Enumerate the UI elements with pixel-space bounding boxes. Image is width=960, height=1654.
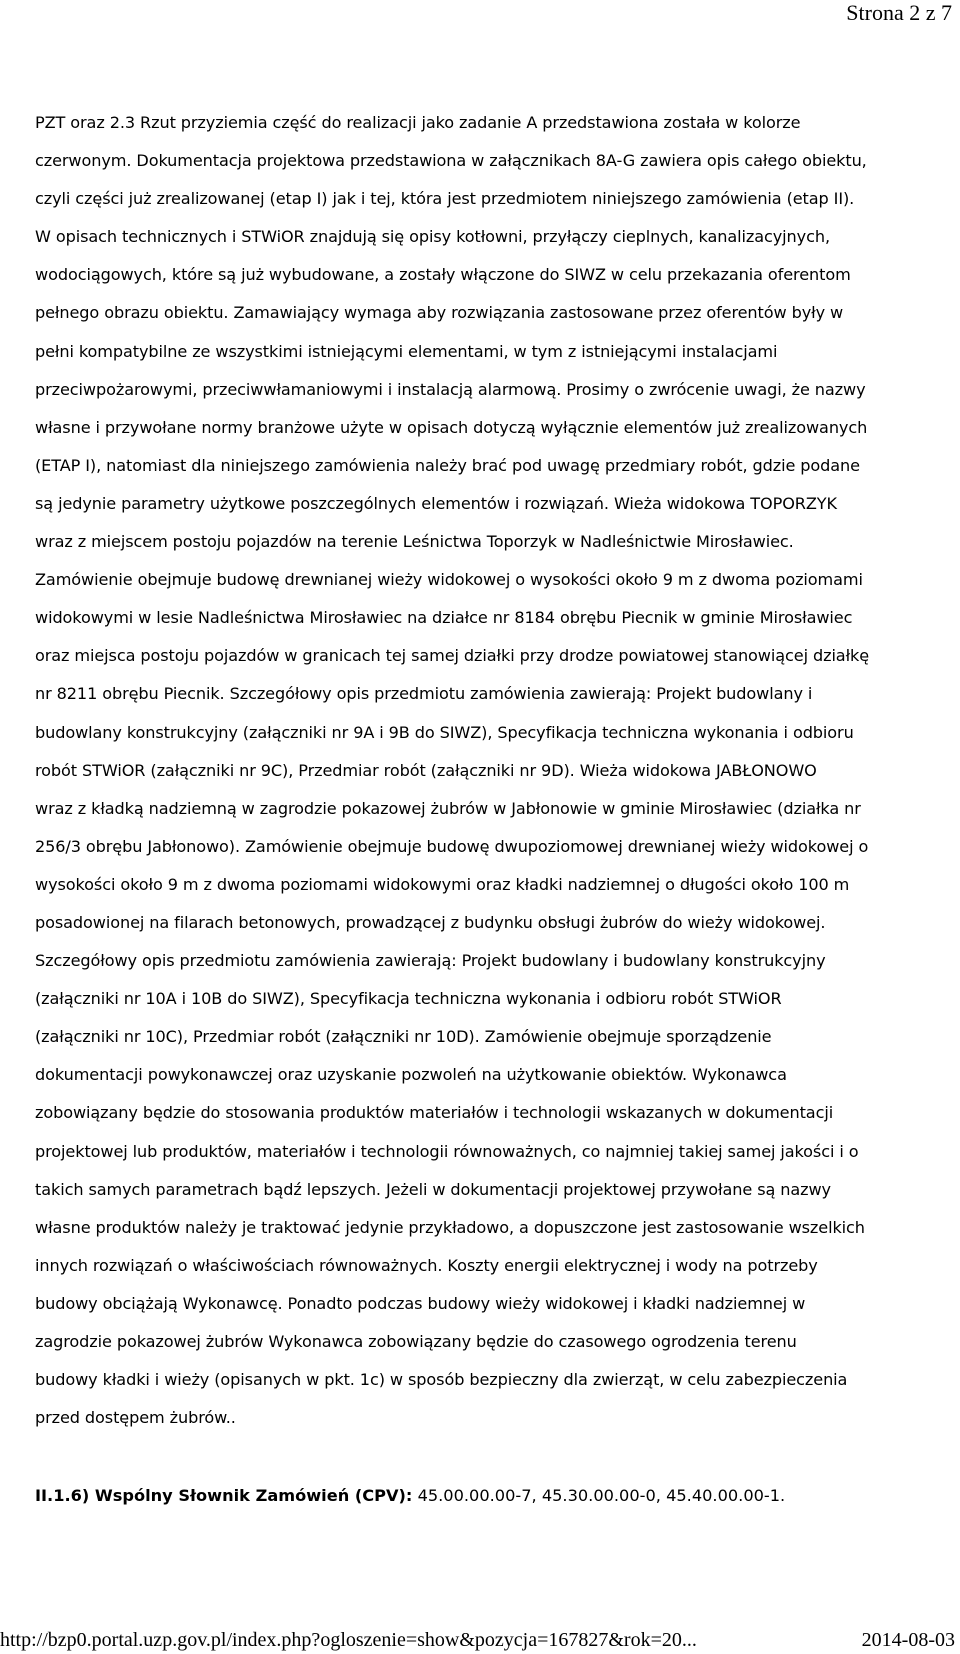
body-line: przeciwpożarowymi, przeciwwłamaniowymi i instalacją alarmową. Prosimy o zwrócenie uwagi, że nazwy [35,379,866,399]
body-line: zobowiązany będzie do stosowania produktów materiałów i technologii wskazanych w dokumentacji [35,1103,834,1123]
body-line: czerwonym. Dokumentacja projektowa przedstawiona w załącznikach 8A-G zawiera opis całego obiektu, [35,151,867,171]
body-line: budowy kładki i wieży (opisanych w pkt. 1c) w sposób bezpieczny dla zwierząt, w celu zabezpieczenia [35,1370,848,1390]
cpv-codes: 45.00.00.00-7, 45.30.00.00-0, 45.40.00.00-1. [412,1486,786,1505]
body-line: projektowej lub produktów, materiałów i technologii równoważnych, co najmniej takiej samej jakości i o [35,1141,859,1161]
body-line: W opisach technicznych i STWiOR znajdują się opisy kotłowni, przyłączy cieplnych, kanalizacyjnych, [35,227,830,247]
body-line: własne produktów należy je traktować jedynie przykładowo, a dopuszczone jest zastosowanie wszelkich [35,1217,865,1237]
body-line: Zamówienie obejmuje budowę drewnianej wieży widokowej o wysokości około 9 m z dwoma poziomami [35,570,863,590]
footer-url: http://bzp0.portal.uzp.gov.pl/index.php?ogloszenie=show&pozycja=167827&rok=20... [0,1629,697,1651]
body-line: takich samych parametrach bądź lepszych. Jeżeli w dokumentacji projektowej przywołane są nazwy [35,1179,831,1199]
body-line: PZT oraz 2.3 Rzut przyziemia część do realizacji jako zadanie A przedstawiona została w kolorze [35,113,801,132]
body-line: czyli części już zrealizowanej (etap I) jak i tej, która jest przedmiotem niniejszego zamówienia (etap II). [35,189,855,209]
body-line: 256/3 obrębu Jabłonowo). Zamówienie obejmuje budowę dwupoziomowej drewnianej wieży widokowej o [35,836,869,856]
body-line: są jedynie parametry użytkowe poszczególnych elementów i rozwiązań. Wieża widokowa TOPORZYK [35,493,838,513]
body-line: zagrodzie pokazowej żubrów Wykonawca zobowiązany będzie do czasowego ogrodzenia terenu [35,1332,797,1351]
body-text [35,104,955,1437]
body-line: nr 8211 obrębu Piecnik. Szczegółowy opis przedmiotu zamówienia zawierają: Projekt budowlany i [35,684,813,704]
body-line: innych rozwiązań o właściwościach równoważnych. Koszty energii elektrycznej i wody na potrzeby [35,1255,818,1275]
body-line: robót STWiOR (załączniki nr 9C), Przedmiar robót (załączniki nr 9D). Wieża widokowa JABŁONOWO [35,760,817,780]
body-line: budowlany konstrukcyjny (załączniki nr 9A i 9B do SIWZ), Specyfikacja techniczna wykonania i odbioru [35,722,854,742]
cpv-label: II.1.6) Wspólny Słownik Zamówień (CPV): [35,1486,413,1505]
body-line: pełni kompatybilne ze wszystkimi istniejącymi elementami, w tym z istniejącymi instalacjami [35,341,778,361]
body-line: (załączniki nr 10A i 10B do SIWZ), Specyfikacja techniczna wykonania i odbioru robót STWiOR [35,989,782,1009]
body-line: wraz z kładką nadziemną w zagrodzie pokazowej żubrów w Jabłonowie w gminie Mirosławiec (działka nr [35,798,861,818]
body-line: wysokości około 9 m z dwoma poziomami widokowymi oraz kładki nadziemnej o długości około 100 m [35,874,850,894]
body-line: widokowymi w lesie Nadleśnictwa Mirosławiec na działce nr 8184 obrębu Piecnik w gminie Mirosławiec [35,608,853,628]
cpv-section [35,1477,785,1515]
page-footer [0,1627,960,1654]
body-line: dokumentacji powykonawczej oraz uzyskanie pozwoleń na użytkowanie obiektów. Wykonawca [35,1065,787,1085]
body-line: pełnego obrazu obiektu. Zamawiający wymaga aby rozwiązania zastosowane przez oferentów były w [35,303,844,323]
page-number: Strona 2 z 7 [846,0,952,25]
body-line: wodociągowych, które są już wybudowane, a zostały włączone do SIWZ w celu przekazania oferentom [35,265,851,285]
footer-date: 2014-08-03 [861,1629,955,1651]
body-line: Szczegółowy opis przedmiotu zamówienia zawierają: Projekt budowlany i budowlany konstrukcyjny [35,951,826,971]
body-line: oraz miejsca postoju pojazdów w granicach tej samej działki przy drodze powiatowej stanowiącej działkę [35,646,870,666]
body-line: (ETAP I), natomiast dla niniejszego zamówienia należy brać pod uwagę przedmiary robót, gdzie podane [35,455,860,475]
body-line: wraz z miejscem postoju pojazdów na terenie Leśnictwa Toporzyk w Nadleśnictwie Mirosławiec. [35,532,794,552]
body-line: własne i przywołane normy branżowe użyte w opisach dotyczą wyłącznie elementów już zrealizowanych [35,417,868,437]
body-line: posadowionej na filarach betonowych, prowadzącej z budynku obsługi żubrów do wieży widokowej. [35,912,826,932]
body-line: budowy obciążają Wykonawcę. Ponadto podczas budowy wieży widokowej i kładki nadziemnej w [35,1293,806,1313]
body-line: przed dostępem żubrów.. [35,1408,236,1428]
body-line: (załączniki nr 10C), Przedmiar robót (załączniki nr 10D). Zamówienie obejmuje sporządzenie [35,1027,772,1047]
